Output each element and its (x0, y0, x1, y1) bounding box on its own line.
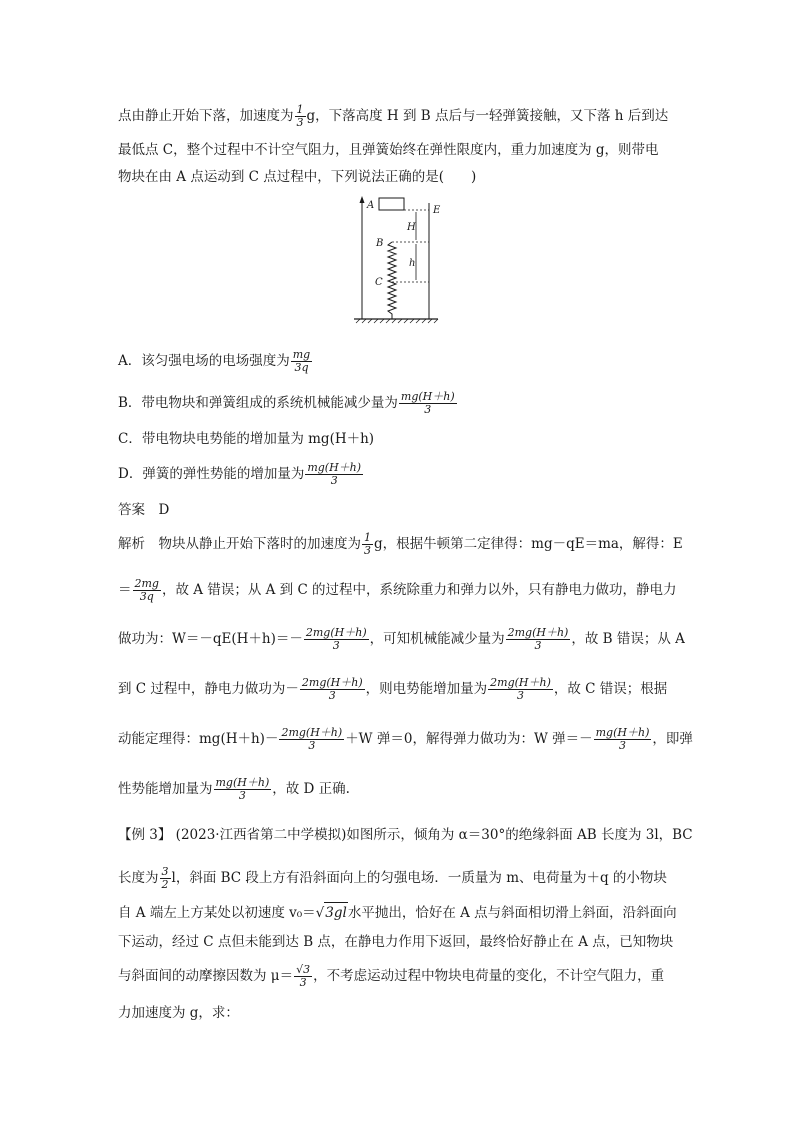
option-a (118, 349, 313, 374)
text: ，不考虑运动过程中物块电荷量的变化，不计空气阻力，重 (313, 968, 665, 984)
label-e: E (433, 205, 441, 216)
fraction-numerator: mg(H＋h) (215, 776, 270, 789)
fraction-denominator: 3 (618, 739, 626, 752)
fraction-denominator: 3 (332, 639, 340, 652)
fraction-numerator: 2mg(H＋h) (490, 676, 551, 689)
fraction-numerator: mg (292, 348, 311, 361)
example-line-4: 下运动，经过 C 点但未能到达 B 点，在静电力作用下返回，最终恰好静止在 A 点，已知物块 (118, 934, 674, 950)
option-b (118, 391, 458, 416)
text: ，可知机械能减少量为 (369, 631, 505, 647)
sqrt-content: 3gl (324, 902, 348, 923)
text: 动能定理得：mg(H＋h)－ (118, 731, 279, 747)
fraction-denominator: 3q (294, 361, 309, 374)
fraction (133, 578, 161, 603)
option-a-fraction (291, 349, 312, 374)
fraction-numerator: √3 (296, 963, 311, 976)
text: ，故 D 正确. (272, 781, 350, 797)
fraction (304, 627, 369, 652)
text: 性势能增加量为 (118, 781, 213, 797)
fraction (294, 964, 312, 989)
label-h: h (409, 258, 416, 269)
text: g，根据牛顿第二定律得：mg－qE＝ma，解得：E (374, 536, 683, 552)
fraction-denominator: 3q (139, 590, 154, 603)
fraction-denominator: 3 (328, 689, 336, 702)
option-b-text: B．带电物块和弹簧组成的系统机械能减少量为 (118, 395, 398, 411)
fraction-numerator: 2mg(H＋h) (305, 626, 367, 639)
option-d-text: D．弹簧的弹性势能的增加量为 (118, 466, 305, 482)
label-c: C (375, 277, 383, 288)
example-line-3: 自 A 端左上方某处以初速度 v₀＝√3gl水平抛出，恰好在 A 点与斜面相切滑上斜面，沿斜面向 (118, 902, 677, 923)
text: 做功为：W＝－qE(H＋h)＝－ (118, 631, 303, 647)
question-line-2: 最低点 C，整个过程中不计空气阻力，且弹簧始终在弹性限度内，重力加速度为 g，则带电 (118, 142, 659, 158)
spring-diagram (350, 193, 446, 327)
text: 自 A 端左上方某处以初速度 v₀＝ (118, 905, 316, 921)
fraction (594, 727, 652, 752)
fraction-denominator: 3 (308, 739, 316, 752)
analysis-line-5 (118, 727, 693, 752)
text: l，斜面 BC 段上方有沿斜面向上的匀强电场．一质量为 m、电荷量为＋q 的小物块 (171, 870, 667, 886)
option-c: C．带电物块电势能的增加量为 mg(H＋h) (118, 431, 375, 447)
text: ，故 A 错误；从 A 到 C 的过程中，系统除重力和弹力以外，只有静电力做功，静电力 (161, 582, 677, 598)
fraction-numerator: 2mg(H＋h) (301, 676, 363, 689)
question-line-1-end: g，下落高度 H 到 B 点后与一轻弹簧接触，又下落 h 后到达 (306, 108, 669, 124)
text: ，即弹 (652, 731, 693, 747)
text: 水平抛出，恰好在 A 点与斜面相切滑上斜面，沿斜面向 (347, 905, 677, 921)
fraction-numerator: mg(H＋h) (595, 726, 650, 739)
option-d (118, 462, 364, 487)
analysis-line-3 (118, 627, 685, 652)
analysis-line-2 (118, 578, 677, 603)
fraction (160, 866, 171, 891)
fraction (214, 777, 272, 802)
fraction-numerator: 1 (364, 531, 371, 544)
option-d-fraction (305, 462, 363, 487)
fraction-denominator: 3 (424, 403, 432, 416)
fraction-denominator: 3 (517, 689, 525, 702)
question-line-3: 物块在由 A 点运动到 C 点过程中，下列说法正确的是( ) (118, 169, 477, 185)
fraction-denominator: 3 (299, 976, 307, 989)
fraction-numerator: 1 (296, 103, 304, 116)
fraction (300, 677, 365, 702)
fraction-numerator: 2mg(H＋h) (507, 626, 569, 639)
fraction-numerator: 2mg (134, 577, 159, 590)
fraction-denominator: 3 (296, 116, 304, 129)
fraction-numerator: 3 (161, 865, 169, 878)
label-b: B (376, 238, 384, 249)
fraction (362, 532, 373, 557)
analysis-line-1 (118, 532, 683, 557)
text: ，故 B 错误；从 A (571, 631, 685, 647)
fraction-denominator: 3 (330, 474, 338, 487)
fraction-denominator: 3 (238, 789, 246, 802)
answer: 答案 D (118, 502, 170, 518)
fraction-one-third (295, 104, 306, 129)
fraction-numerator: mg(H＋h) (400, 390, 455, 403)
question-line-1 (118, 104, 668, 129)
example-line-1: 【例 3】 (2023·江西省第二中学模拟)如图所示，倾角为 α＝30°的绝缘斜面 AB 长度为 3l，BC (118, 827, 693, 843)
example-line-2 (118, 866, 667, 891)
text: 解析 物块从静止开始下落时的加速度为 (118, 536, 361, 552)
text: ，则电势能增加量为 (365, 681, 488, 697)
fraction (506, 627, 571, 652)
analysis-line-4 (118, 677, 667, 702)
text: ＝ (118, 582, 132, 598)
text: 与斜面间的动摩擦因数为 μ＝ (118, 968, 294, 984)
text: 长度为 (118, 870, 159, 886)
fraction-denominator: 3 (364, 544, 371, 557)
text: 到 C 过程中，静电力做功为－ (118, 681, 299, 697)
text: ＋W 弹＝0，解得弹力做功为：W 弹＝－ (345, 731, 593, 747)
option-a-text: A．该匀强电场的电场强度为 (118, 353, 290, 369)
analysis-line-6 (118, 777, 350, 802)
fraction-numerator: 2mg(H＋h) (281, 726, 343, 739)
example-line-5 (118, 964, 664, 989)
text: ，故 C 错误；根据 (553, 681, 668, 697)
fraction (279, 727, 344, 752)
option-b-fraction (399, 391, 457, 416)
label-H: H (407, 222, 416, 233)
fraction-denominator: 3 (534, 639, 542, 652)
fraction (488, 677, 553, 702)
question-line-1-start: 点由静止开始下落，加速度为 (118, 108, 294, 124)
fraction-denominator: 2 (161, 878, 169, 891)
example-line-6: 力加速度为 g，求： (118, 1005, 239, 1021)
label-a: A (367, 200, 375, 211)
fraction-numerator: mg(H＋h) (307, 461, 362, 474)
